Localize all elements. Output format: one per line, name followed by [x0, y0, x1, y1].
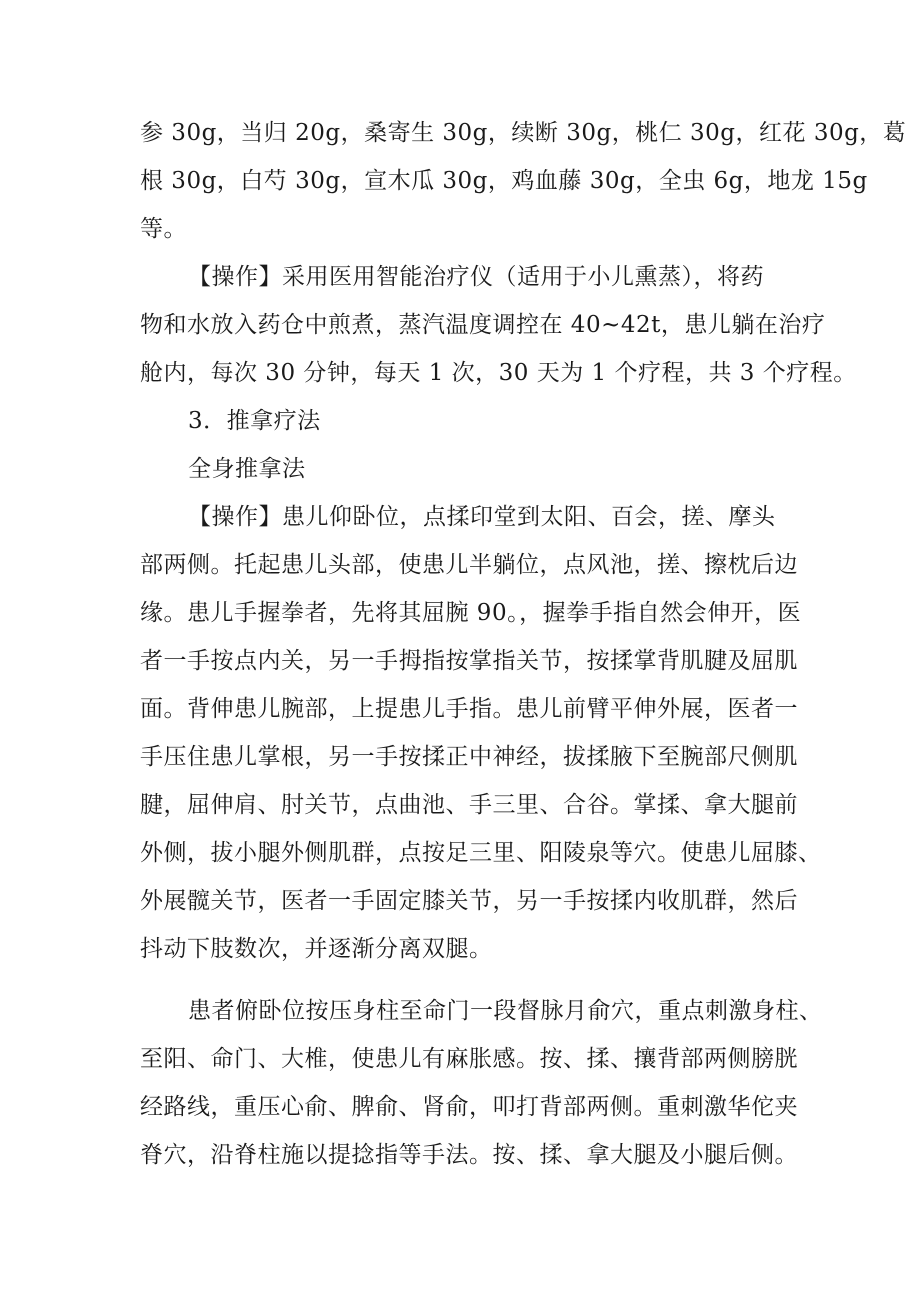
text-line: 脊穴，沿脊柱施以提捻指等手法。按、揉、拿大腿及小腿后侧。	[140, 1142, 798, 1168]
text-line: 手压住患儿掌根，另一手按揉正中神经，拔揉腋下至腕部尺侧肌	[140, 744, 798, 770]
text-line: 参 30g，当归 20g，桑寄生 30g，续断 30g，桃仁 30g，红花 30g，葛	[140, 120, 907, 146]
text-line: 外展髋关节，医者一手固定膝关节，另一手按揉内收肌群，然后	[140, 888, 798, 914]
section-heading: 3．推拿疗法	[188, 408, 321, 434]
text-line: 面。背伸患儿腕部，上提患儿手指。患儿前臂平伸外展，医者一	[140, 696, 798, 722]
text-line: 根 30g，白芍 30g，宣木瓜 30g，鸡血藤 30g，全虫 6g，地龙 15g	[140, 168, 868, 194]
text-line: 缘。患儿手握拳者，先将其屈腕 90。，握拳手指自然会伸开，医	[140, 600, 802, 626]
text-line: 者一手按点内关，另一手拇指按掌指关节，按揉掌背肌腱及屈肌	[140, 648, 798, 674]
paragraph-start-line: 患者俯卧位按压身柱至命门一段督脉月俞穴，重点刺激身柱、	[188, 998, 823, 1024]
paragraph-start-line: 【操作】采用医用智能治疗仪（适用于小儿熏蒸），将药	[188, 264, 764, 290]
text-line: 腱，屈伸肩、肘关节，点曲池、手三里、合谷。掌揉、拿大腿前	[140, 792, 798, 818]
text-line: 物和水放入药仓中煎煮，蒸汽温度调控在 40~42t，患儿躺在治疗	[140, 312, 826, 338]
text-line: 等。	[140, 216, 187, 242]
text-line: 抖动下肢数次，并逐渐分离双腿。	[140, 936, 493, 962]
text-line: 经路线，重压心俞、脾俞、肾俞，叩打背部两侧。重刺激华佗夹	[140, 1094, 798, 1120]
text-line: 舱内，每次 30 分钟，每天 1 次，30 天为 1 个疗程，共 3 个疗程。	[140, 360, 857, 386]
text-line: 至阳、命门、大椎，使患儿有麻胀感。按、揉、攘背部两侧膀胱	[140, 1046, 798, 1072]
text-line: 外侧，拔小腿外侧肌群，点按足三里、阳陵泉等穴。使患儿屈膝、	[140, 840, 822, 866]
paragraph-start-line: 【操作】患儿仰卧位，点揉印堂到太阳、百会，搓、摩头	[188, 504, 776, 530]
text-line: 部两侧。托起患儿头部，使患儿半躺位，点风池，搓、擦枕后边	[140, 552, 798, 578]
subsection-heading: 全身推拿法	[188, 456, 306, 482]
